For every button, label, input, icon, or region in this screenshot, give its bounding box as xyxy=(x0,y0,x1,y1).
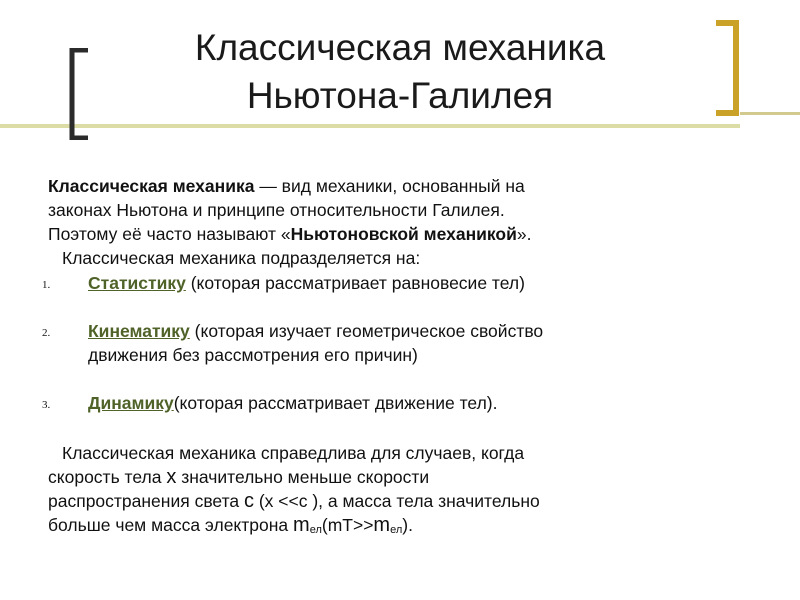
mass-symbol: m xyxy=(373,514,391,536)
statics-link[interactable]: Статистику xyxy=(88,273,186,293)
title-line-2: Ньютона-Галилея xyxy=(246,75,554,116)
intro-bold-term: Ньютоновской механикой xyxy=(290,224,517,244)
conclusion-text: распространения света xyxy=(48,491,244,511)
conclusion-text: значительно меньше скорости xyxy=(176,467,430,487)
intro-line-3 xyxy=(48,222,748,246)
mass-subscript: ел xyxy=(309,524,322,536)
branch-list xyxy=(42,271,748,415)
list-item-desc: (которая рассматривает равновесие тел) xyxy=(185,273,525,293)
light-speed-symbol: c xyxy=(243,490,254,512)
list-item xyxy=(42,271,748,295)
list-item-desc-cont: движения без рассмотрения его причин) xyxy=(88,345,418,365)
kinematics-link[interactable]: Кинематику xyxy=(88,321,190,341)
intro-line-1 xyxy=(48,174,748,198)
intro-line-3-prefix: Поэтому её часто называют « xyxy=(48,224,291,244)
conclusion-line-4 xyxy=(48,513,748,542)
title-underline-rule xyxy=(0,124,740,128)
conclusion-text: (x <<c ), а масса тела значительно xyxy=(253,491,540,511)
list-marker: 3. xyxy=(42,399,51,411)
intro-line-4: Классическая механика подразделяется на: xyxy=(62,248,421,268)
dynamics-link[interactable]: Динамику xyxy=(88,393,174,413)
intro-term: Классическая механика xyxy=(48,176,255,196)
slide-body xyxy=(42,174,748,542)
title-line-1: Классическая механика xyxy=(194,27,606,68)
conclusion xyxy=(48,441,748,542)
intro-line-1-rest: — вид механики, основанный на xyxy=(254,176,525,196)
slide-title xyxy=(110,24,690,120)
conclusion-text: больше чем масса электрона xyxy=(48,515,294,535)
list-item-desc: (которая рассматривает движение тел). xyxy=(173,393,498,413)
list-marker: 2. xyxy=(42,327,51,339)
right-accent-rule xyxy=(740,112,800,115)
conclusion-line-1: Классическая механика справедлива для случаев, когда xyxy=(62,443,525,463)
intro-line-2: законах Ньютона и принципе относительности Галилея. xyxy=(48,200,505,220)
conclusion-text: (mT>> xyxy=(321,515,374,535)
conclusion-text: скорость тела xyxy=(48,467,167,487)
speed-symbol: x xyxy=(166,466,177,488)
mass-subscript: ел xyxy=(390,524,403,536)
list-item-desc: (которая изучает геометрическое свойство xyxy=(189,321,544,341)
conclusion-line-3 xyxy=(48,489,748,513)
mass-symbol: m xyxy=(293,514,310,536)
list-item xyxy=(42,319,748,367)
left-bracket-icon xyxy=(68,48,90,140)
list-marker: 1. xyxy=(42,279,51,291)
list-item xyxy=(42,391,748,415)
conclusion-text: ). xyxy=(402,515,413,535)
conclusion-line-2 xyxy=(48,465,748,489)
intro-line-3-suffix: ». xyxy=(516,224,532,244)
right-bracket-icon xyxy=(712,20,740,116)
